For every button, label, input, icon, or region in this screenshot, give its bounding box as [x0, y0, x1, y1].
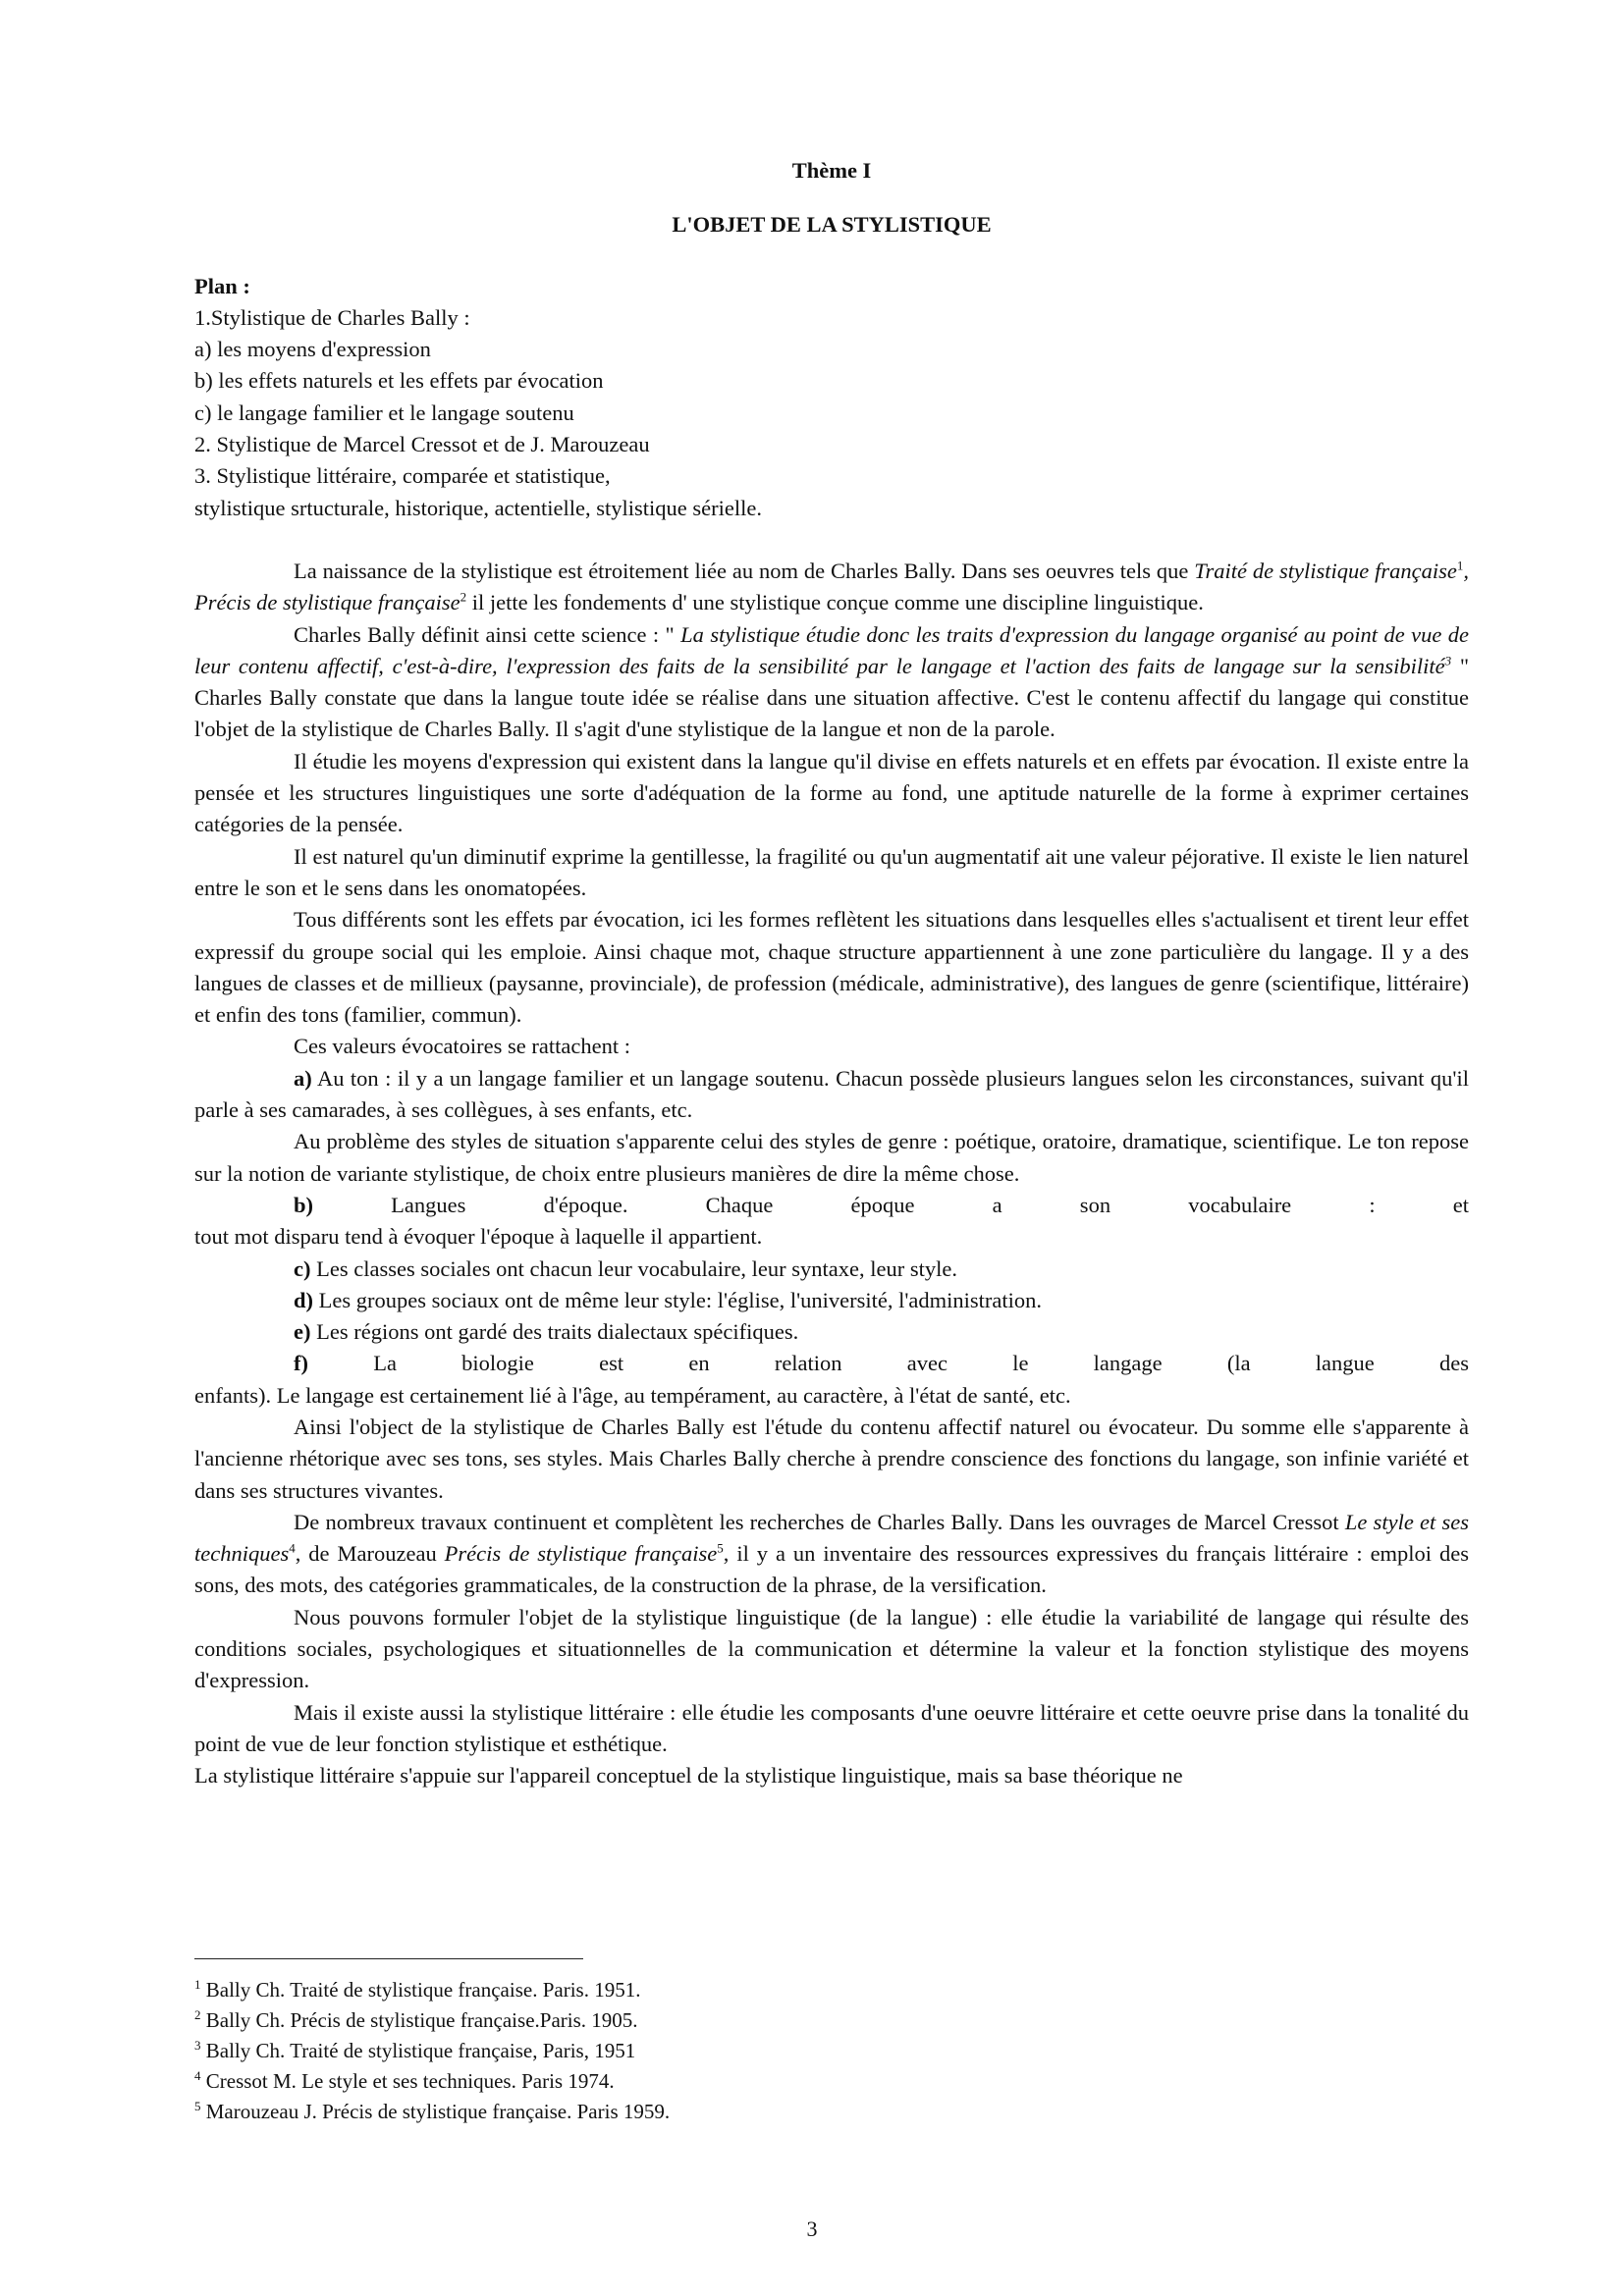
paragraph-text: La biologie est en relation avec le langage (la langue des — [308, 1351, 1469, 1376]
body-paragraph — [194, 1507, 1469, 1602]
body-paragraph: Ces valeurs évocatoires se rattachent : — [294, 1034, 630, 1059]
body-paragraph: Ainsi l'object de la stylistique de Charles Bally est l'étude du contenu affectif naturel ou évocateur. Du somme elle s'apparente à l'ancienne rhétorique avec ses tons, ses styles. Mais Charles Bally cherche à prendre conscience des fonctions du langage, son infinie variété et dans ses structures vivantes. — [194, 1414, 1469, 1503]
footnote-number: 4 — [194, 2068, 201, 2083]
paragraph-text: " Charles Bally constate que dans la langue toute idée se réalise dans une situation affective. C'est le contenu affectif du langage qui constitue l'objet de la stylistique de Charles Bally. Il s'agit d'une stylistique de la langue et non de la parole. — [194, 653, 1470, 742]
book-title: Précis de stylistique française — [194, 590, 460, 615]
book-title: Le style et ses techniques — [194, 1509, 1469, 1567]
quotation: La stylistique étudie donc les traits d'expression du langage organisé au point de vue de leur contenu affectif, c'est-à-dire, l'expression des faits de la sensibilité par le langage et l'action des faits de langage sur la sensibilité — [194, 621, 1469, 678]
paragraph-text: Charles Bally définit ainsi cette science : " — [294, 621, 681, 647]
footnote-text: Bally Ch. Traité de stylistique française, Paris, 1951 — [200, 2039, 636, 2062]
page-content — [194, 155, 1469, 1792]
footnote-number: 1 — [194, 1977, 201, 1992]
book-title: Traité de stylistique française — [1194, 558, 1457, 583]
book-title: Précis de stylistique française — [444, 1541, 718, 1567]
list-paragraph — [194, 1316, 1469, 1348]
list-label: f) — [294, 1351, 308, 1376]
page-number: 3 — [806, 2216, 818, 2241]
footnote-ref: 4 — [289, 1540, 296, 1556]
list-paragraph — [194, 1348, 1469, 1379]
footnote-text: Bally Ch. Traité de stylistique française. Paris. 1951. — [200, 1978, 641, 2002]
paragraph-text: De nombreux travaux continuent et complètent les recherches de Charles Bally. Dans les ouvrages de Marcel Cressot — [294, 1509, 1345, 1534]
list-label: e) — [294, 1319, 311, 1345]
plan-item: 2. Stylistique de Marcel Cressot et de J. Marouzeau — [194, 432, 650, 457]
plan-item: c) le langage familier et le langage soutenu — [194, 400, 574, 425]
paragraph-text: La naissance de la stylistique est étroitement liée au nom de Charles Bally. Dans ses oeuvres tels que — [294, 558, 1195, 583]
footnote-text: Cressot M. Le style et ses techniques. Paris 1974. — [200, 2069, 615, 2093]
footnotes — [194, 1975, 1176, 2127]
plan-item: stylistique srtucturale, historique, actentielle, stylistique sérielle. — [194, 495, 762, 520]
paragraph-text: , — [1463, 558, 1469, 583]
list-paragraph — [194, 1063, 1469, 1127]
list-paragraph — [194, 1254, 1469, 1285]
plan-item: b) les effets naturels et les effets par évocation — [194, 368, 604, 394]
footnote-number: 2 — [194, 2007, 201, 2022]
body-paragraph: Au problème des styles de situation s'apparente celui des styles de genre : poétique, oratoire, dramatique, scientifique. Le ton repose sur la notion de variante stylistique, de choix entre plusieurs manières de dire la même chose. — [194, 1129, 1469, 1186]
list-label: b) — [294, 1192, 314, 1217]
body-paragraph: Il est naturel qu'un diminutif exprime la gentillesse, la fragilité ou qu'un augmentatif ait une valeur péjorative. Il existe le lien naturel entre le son et le sens dans les onomatopées. — [194, 843, 1469, 900]
body-paragraph: La stylistique littéraire s'appuie sur l'appareil conceptuel de la stylistique linguistique, mais sa base théorique ne — [194, 1763, 1183, 1789]
footnote-number: 5 — [194, 2099, 201, 2113]
body-paragraph: Nous pouvons formuler l'objet de la stylistique linguistique (de la langue) : elle étudie la variabilité de langage qui résulte des conditions sociales, psychologiques et situationnelles de la communication et détermine la valeur et la fonction stylistique des moyens d'expression. — [194, 1604, 1469, 1693]
list-label: c) — [294, 1255, 311, 1281]
footnote — [194, 2005, 1176, 2036]
paragraph-text: Au ton : il y a un langage familier et un langage soutenu. Chacun possède plusieurs langues selon les circonstances, suivant qu'il parle à ses camarades, à ses collègues, à ses enfants, etc. — [194, 1065, 1469, 1123]
paragraph-text: , il y a un inventaire des ressources expressives du français littéraire : emploi des sons, des mots, des catégories grammaticales, de la construction de la phrase, de la versification. — [194, 1541, 1470, 1598]
footnote — [194, 1975, 1176, 2005]
footnote-number: 3 — [194, 2038, 201, 2053]
paragraph-continuation: tout mot disparu tend à évoquer l'époque à laquelle il appartient. — [194, 1224, 763, 1250]
body-paragraph: Il étudie les moyens d'expression qui existent dans la langue qu'il divise en effets naturels et en effets par évocation. Il existe entre la pensée et les structures linguistiques une sorte d'adéquation de la forme au fond, une aptitude naturelle de la forme à exprimer certaines catégories de la pensée. — [194, 748, 1469, 837]
footnote — [194, 2036, 1176, 2066]
paragraph-text: Les groupes sociaux ont de même leur style: l'église, l'université, l'administration. — [313, 1287, 1043, 1312]
footnote-ref: 5 — [717, 1540, 724, 1556]
paragraph-text: , de Marouzeau — [295, 1541, 445, 1567]
list-label: a) — [294, 1065, 312, 1091]
theme-heading: Thème I — [791, 158, 872, 183]
footnote-ref: 2 — [460, 589, 467, 605]
plan-item: 1.Stylistique de Charles Bally : — [194, 304, 470, 330]
body-paragraph: Mais il existe aussi la stylistique littéraire : elle étudie les composants d'une oeuvre littéraire et cette oeuvre prise dans la tonalité du point de vue de leur fonction stylistique et esthétique. — [194, 1699, 1469, 1756]
footnote — [194, 2066, 1176, 2097]
plan-item: 3. Stylistique littéraire, comparée et statistique, — [194, 463, 611, 489]
footnote-ref: 3 — [1444, 653, 1452, 668]
footnote-separator — [194, 1958, 583, 1959]
footnote-ref: 1 — [1456, 558, 1464, 573]
page-title: L'OBJET DE LA STYLISTIQUE — [672, 212, 992, 238]
footnote — [194, 2097, 1176, 2127]
list-paragraph — [194, 1285, 1469, 1316]
plan-section — [194, 271, 1469, 524]
paragraph-text: Langues d'époque. Chaque époque a son vocabulaire : et — [313, 1192, 1469, 1217]
body-paragraph — [194, 556, 1469, 619]
paragraph-text: Les régions ont gardé des traits dialectaux spécifiques. — [310, 1319, 799, 1345]
list-paragraph — [194, 1190, 1469, 1221]
list-label: d) — [294, 1287, 314, 1312]
plan-item: a) les moyens d'expression — [194, 337, 431, 362]
body-paragraph — [194, 619, 1469, 746]
footnote-text: Bally Ch. Précis de stylistique française.Paris. 1905. — [200, 2008, 638, 2032]
plan-heading: Plan : — [194, 273, 250, 298]
body-paragraph: Tous différents sont les effets par évocation, ici les formes reflètent les situations dans lesquelles elles s'actualisent et tirent leur effet expressif du groupe social qui les emploie. Ainsi chaque mot, chaque structure appartiennent à une zone particulière du langage. Il y a des langues de classes et de millieux (paysanne, provinciale), de profession (médicale, administrative), des langues de genre (scientifique, littéraire) et enfin des tons (familier, commun). — [194, 907, 1469, 1028]
paragraph-text: Les classes sociales ont chacun leur vocabulaire, leur syntaxe, leur style. — [310, 1255, 957, 1281]
footnote-text: Marouzeau J. Précis de stylistique française. Paris 1959. — [200, 2100, 671, 2123]
paragraph-continuation: enfants). Le langage est certainement lié à l'âge, au tempérament, au caractère, à l'état de santé, etc. — [194, 1382, 1071, 1408]
paragraph-text: il jette les fondements d' une stylistique conçue comme une discipline linguistique. — [466, 590, 1204, 615]
